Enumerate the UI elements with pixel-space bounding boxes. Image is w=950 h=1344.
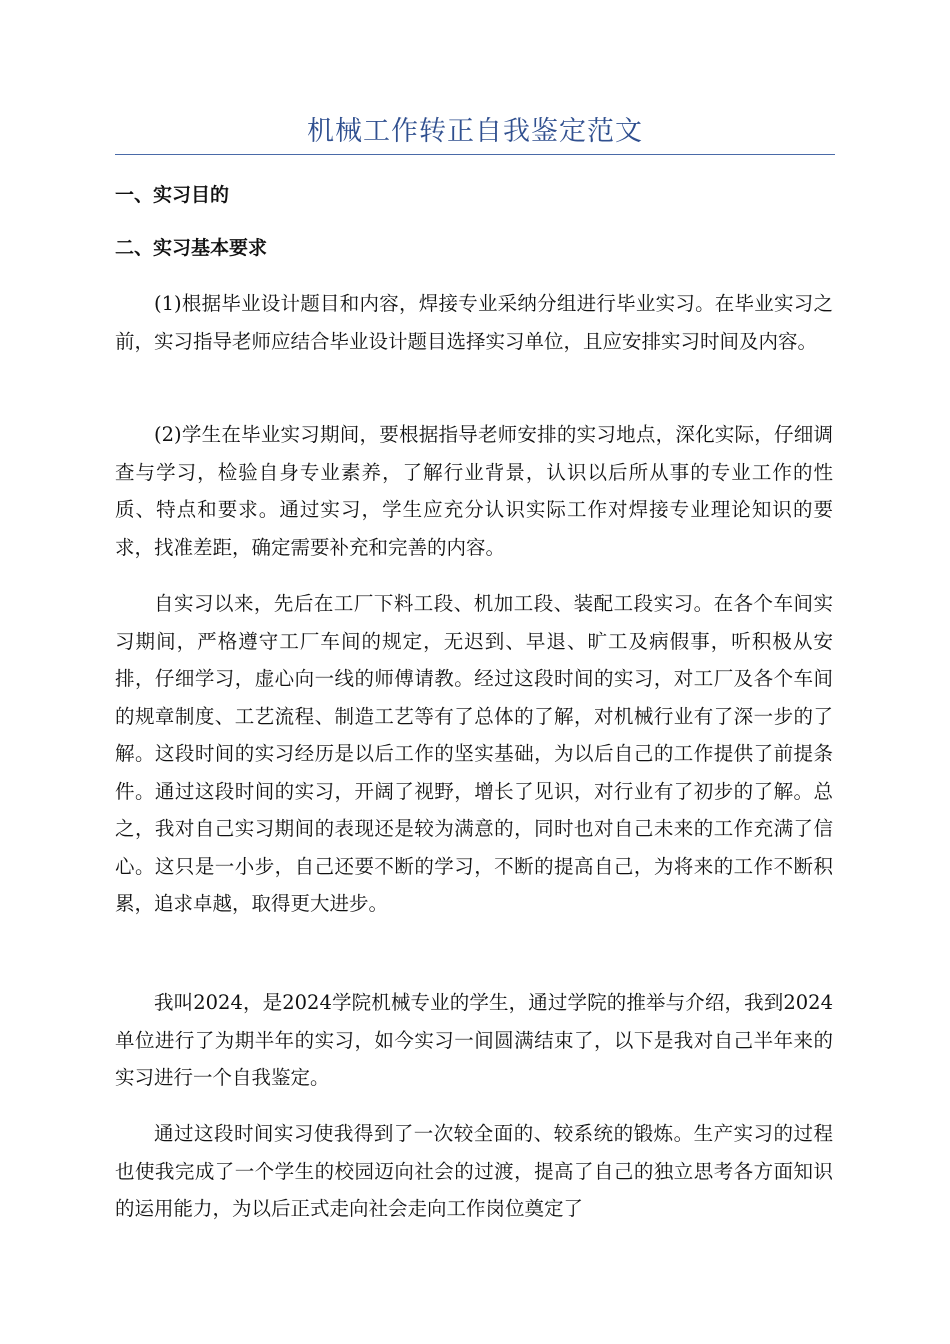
paragraph-requirement-2: (2)学生在毕业实习期间，要根据指导老师安排的实习地点，深化实际，仔细调查与学习，检验自身专业素养，了解行业背景，认识以后所从事的专业工作的性质、特点和要求。通过实习，学生应充分认识实际工作对焊接专业理论知识的要求，找准差距，确定需要补充和完善的内容。 bbox=[115, 423, 833, 559]
paragraph-self-introduction: 我叫2024，是2024学院机械专业的学生，通过学院的推举与介绍，我到2024单位进行了为期半年的实习，如今实习一间圆满结束了，以下是我对自己半年来的实习进行一个自我鉴定。 bbox=[115, 991, 833, 1089]
paragraph-internship-summary: 自实习以来，先后在工厂下料工段、机加工段、装配工段实习。在各个车间实习期间，严格遵守工厂车间的规定，无迟到、早退、旷工及病假事，听积极从安排，仔细学习，虚心向一线的师傅请教。经过这段时间的实习，对工厂及各个车间的规章制度、工艺流程、制造工艺等有了总体的了解，对机械行业有了深一步的了解。这段时间的实习经历是以后工作的坚实基础，为以后自己的工作提供了前提条件。通过这段时间的实习，开阔了视野，增长了见识，对行业有了初步的了解。总之，我对自己实习期间的表现还是较为满意的，同时也对自己未来的工作充满了信心。这只是一小步，自己还要不断的学习，不断的提高自己，为将来的工作不断积累，追求卓越，取得更大进步。 bbox=[115, 592, 833, 915]
paragraph-training-result: 通过这段时间实习使我得到了一次较全面的、较系统的锻炼。生产实习的过程也使我完成了一个学生的校园迈向社会的过渡，提高了自己的独立思考各方面知识的运用能力，为以后正式走向社会走向工作岗位奠定了 bbox=[115, 1122, 833, 1220]
document-title: 机械工作转正自我鉴定范文 bbox=[307, 116, 643, 147]
section-heading-requirements: 二、实习基本要求 bbox=[115, 237, 268, 259]
paragraph-requirement-1: (1)根据毕业设计题目和内容，焊接专业采纳分组进行毕业实习。在毕业实习之前，实习指导老师应结合毕业设计题目选择实习单位，且应安排实习时间及内容。 bbox=[115, 292, 833, 353]
title-underline bbox=[115, 154, 835, 155]
section-heading-purpose: 一、实习目的 bbox=[115, 184, 230, 206]
